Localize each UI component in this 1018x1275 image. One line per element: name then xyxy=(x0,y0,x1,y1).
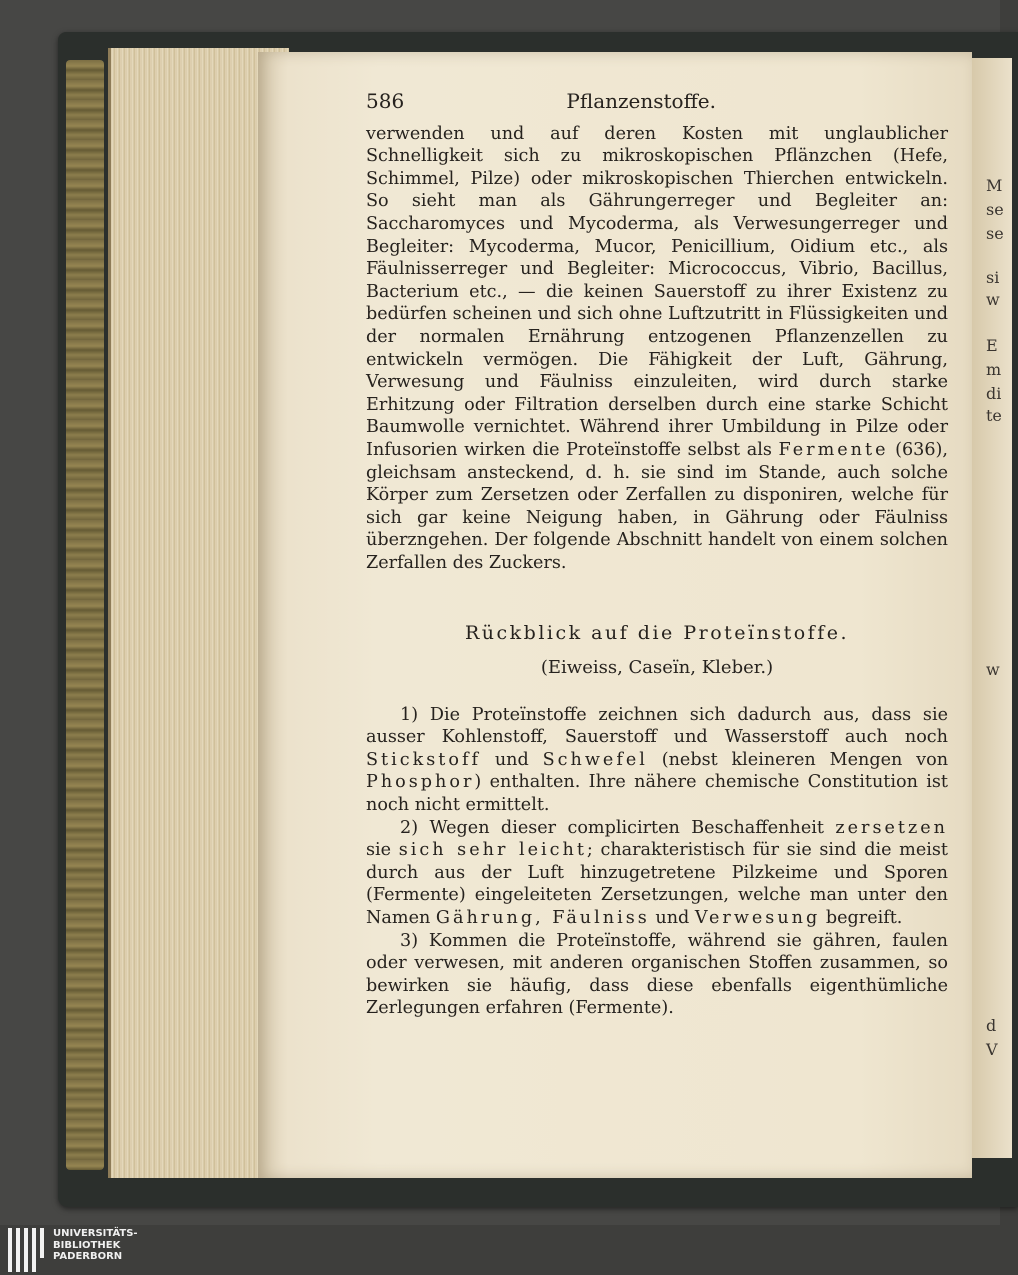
section-subtitle: (Eiweiss, Caseïn, Kleber.) xyxy=(540,657,774,679)
right-page-fragment: di xyxy=(986,384,1002,403)
right-page-fragment: d xyxy=(986,1016,997,1035)
body-text: 1) Die Proteïnstoffe zeichnen sich dadurch aus, dass sie ausser Kohlenstoff, Sauerstoff und Wasserstoff auch noch xyxy=(366,704,948,748)
library-logo-text xyxy=(53,1228,138,1263)
body-text: 2) Wegen dieser complicirten Beschaffenheit xyxy=(400,817,824,838)
page-text xyxy=(366,90,948,1020)
body-text: ; charakteristisch für sie sind die meist durch aus der Luft hinzugetretene Pilzkeime und Sporen (Fermente) eingeleiteten Zersetzungen, welche man unter den Namen xyxy=(366,840,948,928)
right-page-fragment: si xyxy=(986,268,1000,287)
body-text: ) enthalten. Ihre nähere chemische Constitution ist noch nicht ermittelt. xyxy=(366,772,948,816)
spaced-term: zersetzen xyxy=(835,817,948,838)
summary-point-3: 3) Kommen die Proteïnstoffe, während sie gähren, faulen oder verwesen, mit anderen organischen Stoffen zusammen, so bewirken sie häufig, dass diese ebenfalls eigenthümliche Zerlegungen erfahren (Fermente). xyxy=(366,930,948,1019)
spaced-term: Fermente xyxy=(778,439,889,460)
right-page-fragment: M xyxy=(986,176,1003,195)
body-text: und xyxy=(494,749,529,770)
body-text: verwenden und auf deren Kosten mit unglaublicher Schnelligkeit sich zu mikroskopischen Pflänzchen (Hefe, Schimmel, Pilze) oder mikroskopischen Thierchen entwickeln. So sieht man als Gährungerreger und Begleiter an: Saccharomyces und Mycoderma, als Verwesungerreger und Begleiter: Mycoderma, Mucor, Penicillium, Oidium etc., als Fäulnisserreger und Begleiter: Micrococcus, Vibrio, Bacillus, Bacterium etc., — die keinen Sauerstoff zu ihrer Existenz zu bedürfen scheinen und sich ohne Luftzutritt in Flüssigkeiten und der normalen Ernährung entzogenen Pflanzenzellen zu entwickeln vermögen. Die Fähigkeit der Luft, Gährung, Verwesung und Fäulniss einzuleiten, wird durch starke Erhitzung oder Filtration derselben durch eine starke Schicht Baumwolle vernichtet. Während ihrer Umbildung in Pilze oder Infusorien wirken die Proteïnstoffe selbst als xyxy=(366,123,948,460)
body-paragraph xyxy=(366,123,948,575)
spaced-term: Stickstoff xyxy=(366,749,481,770)
body-text: (nebst kleineren Mengen von xyxy=(661,749,949,770)
spaced-term: Gährung, Fäulniss xyxy=(435,908,650,928)
right-page-fragment: se xyxy=(986,224,1004,243)
book-spine-decoration xyxy=(66,60,104,1170)
right-page-fragment: se xyxy=(986,200,1004,219)
running-head xyxy=(366,90,948,113)
right-page-fragment: E xyxy=(986,336,998,355)
right-page-fragment: m xyxy=(986,360,1002,379)
body-text: sie xyxy=(366,840,392,861)
footer-bar xyxy=(0,1225,1000,1275)
section-title: Rückblick auf die Proteïnstoffe. xyxy=(464,622,850,645)
running-title: Pflanzenstoffe. xyxy=(566,89,716,113)
logo-line: PADERBORN xyxy=(53,1251,123,1262)
logo-line: UNIVERSITÄTS- xyxy=(53,1228,138,1239)
right-page-fragment: V xyxy=(986,1040,998,1059)
body-text: begreift. xyxy=(825,908,903,928)
logo-line: BIBLIOTHEK xyxy=(53,1239,121,1251)
spaced-term: Phosphor xyxy=(366,772,475,793)
right-page-fragment: w xyxy=(986,290,1000,309)
spaced-term: Schwefel xyxy=(542,749,648,770)
spaced-term: sich sehr leicht xyxy=(398,840,587,861)
page-number: 586 xyxy=(366,89,405,113)
spaced-term: Verwesung xyxy=(694,908,821,928)
right-page-fragment: w xyxy=(986,660,1000,679)
body-text: und xyxy=(655,908,690,928)
right-page-fragment: te xyxy=(986,406,1002,425)
body-text: (636), gleichsam ansteckend, d. h. sie sind im Stande, auch solche Körper zum Zersetzen oder Zerfallen zu disponiren, welche für sich gar keine Neigung haben, in Gährung oder Fäulniss überzngehen. Der folgende Abschnitt handelt von einem solchen Zerfallen des Zuckers. xyxy=(366,439,949,573)
summary-point-1 xyxy=(366,704,948,817)
right-page-edge xyxy=(972,58,1012,1158)
library-logo-icon xyxy=(8,1228,48,1272)
summary-point-2 xyxy=(366,817,948,930)
